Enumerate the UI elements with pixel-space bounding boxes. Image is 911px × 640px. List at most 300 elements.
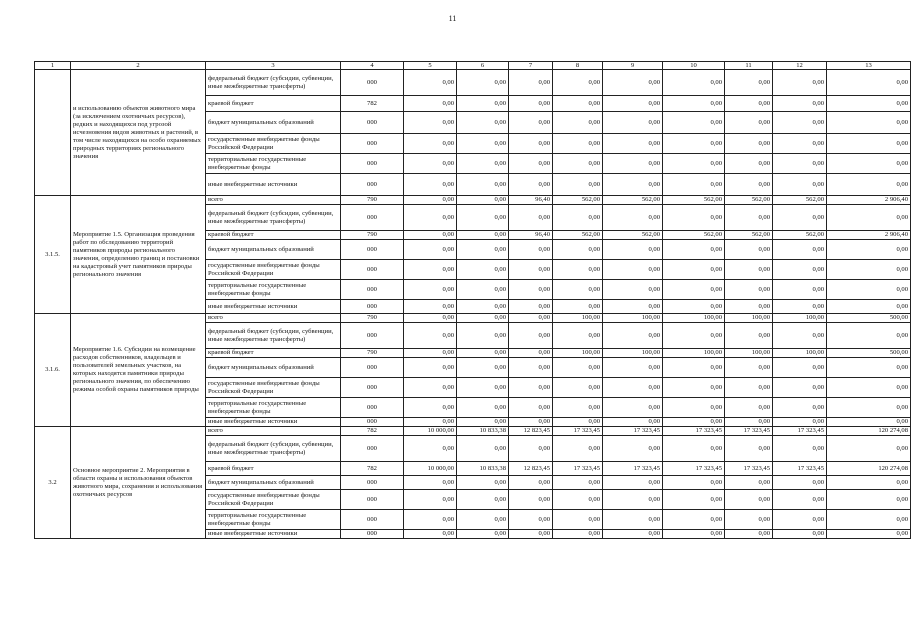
funding-source: иные внебюджетные источники — [206, 174, 341, 196]
total-value: 0,00 — [827, 260, 911, 280]
year-value: 0,00 — [509, 112, 553, 134]
total-value: 0,00 — [827, 96, 911, 112]
year-value: 562,00 — [773, 231, 827, 240]
column-number-header: 13 — [827, 62, 911, 70]
year-value: 0,00 — [509, 358, 553, 378]
year-value: 0,00 — [509, 300, 553, 314]
year-value: 0,00 — [663, 300, 725, 314]
year-value: 0,00 — [725, 174, 773, 196]
year-value: 0,00 — [725, 70, 773, 96]
budget-code: 790 — [341, 314, 404, 323]
year-value: 0,00 — [663, 510, 725, 530]
year-value: 0,00 — [404, 196, 457, 205]
year-value: 0,00 — [725, 300, 773, 314]
total-value: 0,00 — [827, 240, 911, 260]
year-value: 0,00 — [509, 476, 553, 490]
year-value: 100,00 — [663, 349, 725, 358]
year-value: 100,00 — [773, 314, 827, 323]
year-value: 0,00 — [725, 510, 773, 530]
year-value: 0,00 — [725, 240, 773, 260]
table-row — [35, 427, 911, 436]
year-value: 0,00 — [663, 418, 725, 427]
year-value: 0,00 — [457, 231, 509, 240]
year-value: 0,00 — [553, 530, 603, 539]
year-value: 0,00 — [725, 112, 773, 134]
year-value: 0,00 — [509, 510, 553, 530]
year-value: 100,00 — [773, 349, 827, 358]
year-value: 0,00 — [553, 112, 603, 134]
year-value: 0,00 — [773, 174, 827, 196]
year-value: 0,00 — [725, 436, 773, 462]
funding-source: краевой бюджет — [206, 96, 341, 112]
table-row — [35, 70, 911, 96]
year-value: 0,00 — [509, 314, 553, 323]
year-value: 562,00 — [553, 231, 603, 240]
year-value: 0,00 — [404, 231, 457, 240]
total-value: 0,00 — [827, 323, 911, 349]
year-value: 0,00 — [773, 205, 827, 231]
year-value: 17 323,45 — [725, 427, 773, 436]
year-value: 0,00 — [509, 154, 553, 174]
year-value: 0,00 — [404, 260, 457, 280]
year-value: 96,40 — [509, 231, 553, 240]
budget-code: 000 — [341, 378, 404, 398]
year-value: 0,00 — [603, 530, 663, 539]
year-value: 0,00 — [509, 96, 553, 112]
year-value: 96,40 — [509, 196, 553, 205]
year-value: 0,00 — [773, 378, 827, 398]
year-value: 0,00 — [725, 476, 773, 490]
funding-source: краевой бюджет — [206, 231, 341, 240]
year-value: 100,00 — [553, 314, 603, 323]
year-value: 0,00 — [509, 205, 553, 231]
total-value: 0,00 — [827, 70, 911, 96]
year-value: 0,00 — [603, 510, 663, 530]
year-value: 0,00 — [509, 134, 553, 154]
year-value: 0,00 — [603, 398, 663, 418]
year-value: 0,00 — [457, 96, 509, 112]
year-value: 0,00 — [663, 112, 725, 134]
item-description: и использованию объектов животного мира (за исключением охотничьих ресурсов), редких и находящихся под угрозой исчезновения видов животных и растений, в том числе находящихся на особо охраняемых природных территориях регионального значения — [71, 70, 206, 196]
year-value: 0,00 — [457, 314, 509, 323]
budget-code: 000 — [341, 300, 404, 314]
year-value: 0,00 — [603, 96, 663, 112]
year-value: 0,00 — [603, 70, 663, 96]
budget-code: 000 — [341, 260, 404, 280]
year-value: 0,00 — [404, 112, 457, 134]
year-value: 0,00 — [553, 358, 603, 378]
year-value: 17 323,45 — [603, 427, 663, 436]
budget-code: 000 — [341, 154, 404, 174]
year-value: 562,00 — [663, 196, 725, 205]
year-value: 0,00 — [725, 418, 773, 427]
year-value: 0,00 — [773, 490, 827, 510]
year-value: 0,00 — [725, 96, 773, 112]
year-value: 0,00 — [457, 280, 509, 300]
funding-source: государственные внебюджетные фонды Российской Федерации — [206, 134, 341, 154]
budget-code: 000 — [341, 112, 404, 134]
year-value: 0,00 — [457, 510, 509, 530]
year-value: 0,00 — [603, 358, 663, 378]
item-index: 3.2 — [35, 427, 71, 539]
year-value: 0,00 — [553, 154, 603, 174]
year-value: 0,00 — [404, 174, 457, 196]
year-value: 0,00 — [773, 510, 827, 530]
budget-code: 000 — [341, 436, 404, 462]
column-number-header: 1 — [35, 62, 71, 70]
year-value: 0,00 — [509, 398, 553, 418]
column-number-header: 3 — [206, 62, 341, 70]
year-value: 0,00 — [404, 398, 457, 418]
total-value: 2 906,40 — [827, 231, 911, 240]
funding-source: бюджет муниципальных образований — [206, 112, 341, 134]
column-number-header: 8 — [553, 62, 603, 70]
year-value: 0,00 — [663, 205, 725, 231]
year-value: 0,00 — [553, 418, 603, 427]
year-value: 0,00 — [773, 530, 827, 539]
year-value: 0,00 — [404, 436, 457, 462]
budget-code: 782 — [341, 462, 404, 476]
year-value: 562,00 — [725, 231, 773, 240]
year-value: 17 323,45 — [663, 462, 725, 476]
year-value: 0,00 — [404, 205, 457, 231]
year-value: 10 833,38 — [457, 462, 509, 476]
year-value: 0,00 — [663, 280, 725, 300]
year-value: 0,00 — [725, 260, 773, 280]
column-number-header: 7 — [509, 62, 553, 70]
year-value: 0,00 — [603, 378, 663, 398]
total-value: 0,00 — [827, 280, 911, 300]
year-value: 0,00 — [773, 280, 827, 300]
year-value: 0,00 — [773, 398, 827, 418]
year-value: 0,00 — [457, 398, 509, 418]
funding-source: федеральный бюджет (субсидии, субвенции, иные межбюджетные трансферты) — [206, 205, 341, 231]
year-value: 0,00 — [663, 96, 725, 112]
year-value: 562,00 — [725, 196, 773, 205]
budget-code: 000 — [341, 490, 404, 510]
year-value: 100,00 — [725, 349, 773, 358]
total-value: 120 274,08 — [827, 427, 911, 436]
column-number-header: 6 — [457, 62, 509, 70]
year-value: 0,00 — [773, 418, 827, 427]
year-value: 0,00 — [773, 300, 827, 314]
year-value: 0,00 — [603, 240, 663, 260]
column-number-header: 2 — [71, 62, 206, 70]
year-value: 562,00 — [603, 231, 663, 240]
column-number-header: 11 — [725, 62, 773, 70]
funding-source: краевой бюджет — [206, 462, 341, 476]
table-body — [35, 70, 911, 539]
item-description: Мероприятие 1.5. Организация проведения работ по обследованию территорий памятников природы регионального значения, определению границ и постановки на кадастровый учет памятников природы регионального значения — [71, 196, 206, 314]
year-value: 0,00 — [725, 530, 773, 539]
year-value: 10 000,00 — [404, 427, 457, 436]
year-value: 0,00 — [663, 70, 725, 96]
year-value: 0,00 — [773, 112, 827, 134]
year-value: 0,00 — [773, 240, 827, 260]
year-value: 0,00 — [603, 280, 663, 300]
total-value: 0,00 — [827, 154, 911, 174]
year-value: 0,00 — [457, 196, 509, 205]
year-value: 0,00 — [773, 323, 827, 349]
funding-source: всего — [206, 196, 341, 205]
total-value: 500,00 — [827, 349, 911, 358]
year-value: 0,00 — [773, 436, 827, 462]
year-value: 562,00 — [773, 196, 827, 205]
year-value: 0,00 — [404, 134, 457, 154]
year-value: 0,00 — [404, 476, 457, 490]
year-value: 0,00 — [457, 300, 509, 314]
year-value: 0,00 — [725, 280, 773, 300]
funding-source: всего — [206, 427, 341, 436]
funding-source: государственные внебюджетные фонды Российской Федерации — [206, 378, 341, 398]
year-value: 0,00 — [404, 280, 457, 300]
budget-code: 000 — [341, 205, 404, 231]
year-value: 0,00 — [509, 349, 553, 358]
total-value: 0,00 — [827, 300, 911, 314]
budget-code: 790 — [341, 196, 404, 205]
table-row — [35, 196, 911, 205]
budget-code: 000 — [341, 358, 404, 378]
year-value: 0,00 — [404, 154, 457, 174]
year-value: 0,00 — [457, 323, 509, 349]
year-value: 0,00 — [404, 349, 457, 358]
total-value: 0,00 — [827, 358, 911, 378]
column-number-header: 9 — [603, 62, 663, 70]
year-value: 0,00 — [553, 205, 603, 231]
year-value: 0,00 — [773, 154, 827, 174]
column-number-header: 5 — [404, 62, 457, 70]
year-value: 0,00 — [553, 436, 603, 462]
budget-code: 000 — [341, 240, 404, 260]
funding-source: территориальные государственные внебюджетные фонды — [206, 280, 341, 300]
year-value: 0,00 — [663, 490, 725, 510]
funding-source: государственные внебюджетные фонды Российской Федерации — [206, 490, 341, 510]
year-value: 100,00 — [725, 314, 773, 323]
year-value: 0,00 — [509, 436, 553, 462]
year-value: 0,00 — [553, 300, 603, 314]
year-value: 17 323,45 — [553, 427, 603, 436]
total-value: 0,00 — [827, 436, 911, 462]
year-value: 0,00 — [553, 240, 603, 260]
budget-code: 782 — [341, 427, 404, 436]
total-value: 120 274,08 — [827, 462, 911, 476]
year-value: 0,00 — [457, 174, 509, 196]
year-value: 562,00 — [603, 196, 663, 205]
year-value: 0,00 — [603, 260, 663, 280]
funding-source: государственные внебюджетные фонды Российской Федерации — [206, 260, 341, 280]
budget-code: 000 — [341, 174, 404, 196]
year-value: 0,00 — [725, 323, 773, 349]
year-value: 0,00 — [663, 174, 725, 196]
total-value: 0,00 — [827, 530, 911, 539]
year-value: 562,00 — [553, 196, 603, 205]
budget-code: 000 — [341, 418, 404, 427]
year-value: 17 323,45 — [725, 462, 773, 476]
budget-code: 000 — [341, 476, 404, 490]
funding-source: бюджет муниципальных образований — [206, 476, 341, 490]
year-value: 0,00 — [663, 323, 725, 349]
item-index: 3.1.5. — [35, 196, 71, 314]
year-value: 0,00 — [553, 96, 603, 112]
year-value: 0,00 — [457, 260, 509, 280]
year-value: 10 000,00 — [404, 462, 457, 476]
funding-source: всего — [206, 314, 341, 323]
year-value: 0,00 — [404, 358, 457, 378]
year-value: 0,00 — [773, 70, 827, 96]
year-value: 0,00 — [404, 70, 457, 96]
year-value: 0,00 — [725, 398, 773, 418]
year-value: 0,00 — [457, 476, 509, 490]
year-value: 0,00 — [725, 358, 773, 378]
year-value: 0,00 — [404, 323, 457, 349]
year-value: 0,00 — [457, 530, 509, 539]
funding-source: федеральный бюджет (субсидии, субвенции, иные межбюджетные трансферты) — [206, 436, 341, 462]
year-value: 0,00 — [663, 378, 725, 398]
year-value: 100,00 — [663, 314, 725, 323]
funding-source: территориальные государственные внебюджетные фонды — [206, 510, 341, 530]
year-value: 17 323,45 — [773, 462, 827, 476]
funding-source: бюджет муниципальных образований — [206, 240, 341, 260]
year-value: 0,00 — [457, 418, 509, 427]
item-description: Основное мероприятие 2. Мероприятия в области охраны и использования объектов животного мира, сохранения и использования охотничьих ресурсов — [71, 427, 206, 539]
total-value: 0,00 — [827, 398, 911, 418]
year-value: 0,00 — [603, 154, 663, 174]
year-value: 0,00 — [553, 70, 603, 96]
budget-code: 000 — [341, 323, 404, 349]
column-number-header: 12 — [773, 62, 827, 70]
year-value: 0,00 — [603, 205, 663, 231]
year-value: 0,00 — [773, 134, 827, 154]
page-number: 11 — [448, 14, 457, 23]
year-value: 0,00 — [404, 490, 457, 510]
year-value: 0,00 — [553, 490, 603, 510]
year-value: 0,00 — [457, 154, 509, 174]
year-value: 0,00 — [404, 240, 457, 260]
year-value: 0,00 — [725, 490, 773, 510]
year-value: 0,00 — [603, 476, 663, 490]
year-value: 0,00 — [553, 476, 603, 490]
year-value: 0,00 — [553, 323, 603, 349]
year-value: 0,00 — [509, 174, 553, 196]
year-value: 0,00 — [457, 134, 509, 154]
year-value: 17 323,45 — [773, 427, 827, 436]
year-value: 0,00 — [663, 240, 725, 260]
year-value: 0,00 — [603, 174, 663, 196]
year-value: 0,00 — [457, 349, 509, 358]
budget-code: 790 — [341, 231, 404, 240]
year-value: 0,00 — [725, 154, 773, 174]
funding-source: иные внебюджетные источники — [206, 418, 341, 427]
year-value: 562,00 — [663, 231, 725, 240]
funding-source: федеральный бюджет (субсидии, субвенции, иные межбюджетные трансферты) — [206, 70, 341, 96]
budget-code: 000 — [341, 530, 404, 539]
year-value: 0,00 — [457, 490, 509, 510]
year-value: 0,00 — [553, 260, 603, 280]
year-value: 100,00 — [603, 314, 663, 323]
year-value: 0,00 — [773, 96, 827, 112]
year-value: 0,00 — [603, 418, 663, 427]
year-value: 0,00 — [404, 418, 457, 427]
year-value: 0,00 — [773, 358, 827, 378]
total-value: 0,00 — [827, 174, 911, 196]
year-value: 0,00 — [663, 398, 725, 418]
year-value: 0,00 — [457, 358, 509, 378]
year-value: 0,00 — [663, 436, 725, 462]
year-value: 0,00 — [725, 378, 773, 398]
year-value: 0,00 — [553, 510, 603, 530]
budget-code: 782 — [341, 96, 404, 112]
total-value: 0,00 — [827, 112, 911, 134]
year-value: 0,00 — [553, 398, 603, 418]
year-value: 0,00 — [457, 378, 509, 398]
year-value: 0,00 — [509, 260, 553, 280]
year-value: 12 823,45 — [509, 427, 553, 436]
year-value: 17 323,45 — [663, 427, 725, 436]
table-row — [35, 314, 911, 323]
item-description: Мероприятие 1.6. Субсидии на возмещение расходов собственников, владельцев и пользователей земельных участков, на которых находятся памятники природы регионального значения, по обеспечению режима особой охраны памятников природы — [71, 314, 206, 427]
year-value: 0,00 — [509, 530, 553, 539]
year-value: 0,00 — [509, 70, 553, 96]
year-value: 10 833,38 — [457, 427, 509, 436]
year-value: 0,00 — [663, 134, 725, 154]
budget-code: 000 — [341, 398, 404, 418]
year-value: 0,00 — [725, 205, 773, 231]
year-value: 0,00 — [509, 418, 553, 427]
year-value: 0,00 — [509, 323, 553, 349]
budget-code: 790 — [341, 349, 404, 358]
funding-source: иные внебюджетные источники — [206, 530, 341, 539]
total-value: 0,00 — [827, 378, 911, 398]
budget-code: 000 — [341, 510, 404, 530]
funding-source: территориальные государственные внебюджетные фонды — [206, 154, 341, 174]
year-value: 0,00 — [663, 260, 725, 280]
year-value: 0,00 — [404, 510, 457, 530]
year-value: 0,00 — [404, 378, 457, 398]
year-value: 17 323,45 — [553, 462, 603, 476]
total-value: 0,00 — [827, 134, 911, 154]
year-value: 17 323,45 — [603, 462, 663, 476]
funding-source: федеральный бюджет (субсидии, субвенции, иные межбюджетные трансферты) — [206, 323, 341, 349]
item-index — [35, 70, 71, 196]
year-value: 0,00 — [509, 378, 553, 398]
year-value: 0,00 — [404, 300, 457, 314]
year-value: 0,00 — [404, 530, 457, 539]
year-value: 100,00 — [603, 349, 663, 358]
budget-code: 000 — [341, 280, 404, 300]
year-value: 0,00 — [663, 476, 725, 490]
column-number-header: 4 — [341, 62, 404, 70]
total-value: 2 906,40 — [827, 196, 911, 205]
year-value: 0,00 — [509, 490, 553, 510]
year-value: 0,00 — [457, 436, 509, 462]
funding-source: бюджет муниципальных образований — [206, 358, 341, 378]
year-value: 0,00 — [603, 490, 663, 510]
year-value: 0,00 — [457, 240, 509, 260]
year-value: 0,00 — [603, 112, 663, 134]
column-number-header: 10 — [663, 62, 725, 70]
year-value: 0,00 — [457, 112, 509, 134]
year-value: 0,00 — [663, 154, 725, 174]
year-value: 0,00 — [553, 134, 603, 154]
year-value: 0,00 — [404, 96, 457, 112]
year-value: 0,00 — [603, 134, 663, 154]
year-value: 0,00 — [663, 530, 725, 539]
year-value: 0,00 — [404, 314, 457, 323]
year-value: 0,00 — [725, 134, 773, 154]
year-value: 100,00 — [553, 349, 603, 358]
column-number-row — [35, 62, 911, 70]
total-value: 0,00 — [827, 490, 911, 510]
